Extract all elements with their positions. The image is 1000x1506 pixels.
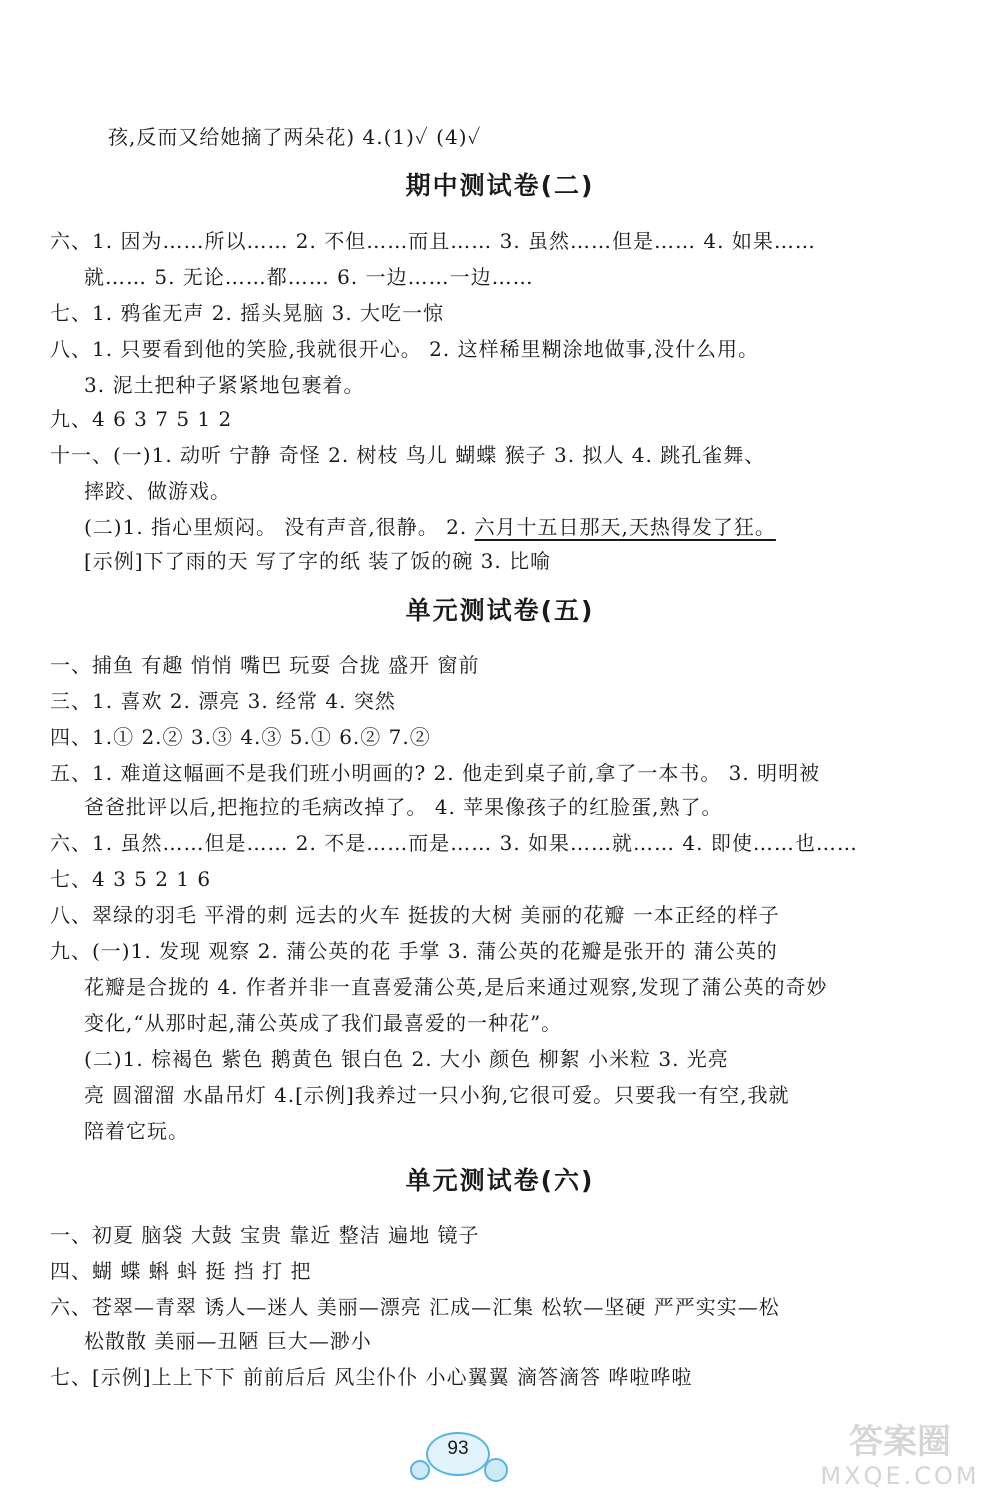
watermark-title: 答案圈	[849, 1422, 951, 1462]
answer-line: 八、翠绿的羽毛 平滑的刺 远去的火车 挺拔的大树 美丽的花瓣 一本正经的样子	[50, 903, 780, 927]
answer-text: (二)1. 指心里烦闷。 没有声音,很静。 2.	[84, 515, 475, 539]
answer-line: 七、1. 鸦雀无声 2. 摇头晃脑 3. 大吃一惊	[50, 301, 445, 325]
answer-line: 六、1. 虽然……但是…… 2. 不是……而是…… 3. 如果……就…… 4. 即使……也……	[50, 831, 858, 855]
answer-line: 三、1. 喜欢 2. 漂亮 3. 经常 4. 突然	[50, 689, 396, 713]
answer-line: [示例]下了雨的天 写了字的纸 装了饭的碗 3. 比喻	[84, 549, 552, 573]
answer-line: 就…… 5. 无论……都…… 6. 一边……一边……	[84, 265, 534, 289]
answer-line: 花瓣是合拢的 4. 作者并非一直喜爱蒲公英,是后来通过观察,发现了蒲公英的奇妙	[84, 975, 828, 999]
answer-line: 六、苍翠—青翠 诱人—迷人 美丽—漂亮 汇成—汇集 松软—坚硬 严严实实—松	[50, 1295, 780, 1319]
page-number: 93	[447, 1438, 469, 1459]
answer-line: 六、1. 因为……所以…… 2. 不但……而且…… 3. 虽然……但是…… 4. 如果……	[50, 229, 816, 253]
answer-line: 亮 圆溜溜 水晶吊灯 4.[示例]我养过一只小狗,它很可爱。只要我一有空,我就	[84, 1083, 790, 1107]
answer-line: 松散散 美丽—丑陋 巨大—渺小	[84, 1329, 372, 1353]
answer-line: 四、蝴 蝶 蝌 蚪 挺 挡 打 把	[50, 1259, 312, 1283]
answer-line: 陪着它玩。	[84, 1119, 189, 1143]
answer-line: 七、[示例]上上下下 前前后后 风尘仆仆 小心翼翼 滴答滴答 哗啦哗啦	[50, 1365, 693, 1389]
page-number-badge	[410, 1432, 506, 1484]
answer-line: 四、1.① 2.② 3.③ 4.③ 5.① 6.② 7.②	[50, 725, 431, 749]
answer-line: 一、初夏 脑袋 大鼓 宝贵 靠近 整洁 遍地 镜子	[50, 1223, 480, 1247]
answer-line	[84, 512, 776, 542]
section-heading-midterm-2: 期中测试卷(二)	[405, 171, 595, 200]
answer-line: 八、1. 只要看到他的笑脸,我就很开心。 2. 这样稀里糊涂地做事,没什么用。	[50, 337, 759, 361]
answer-line: 孩,反而又给她摘了两朵花) 4.(1)✓ (4)✓	[108, 125, 482, 149]
answer-line: (二)1. 棕褐色 紫色 鹅黄色 银白色 2. 大小 颜色 柳絮 小米粒 3. 光亮	[84, 1047, 729, 1071]
bubble-dot-icon	[410, 1460, 430, 1480]
section-heading-unit-5: 单元测试卷(五)	[405, 596, 595, 625]
watermark-url: MXQE.COM	[820, 1462, 980, 1490]
answer-line: 七、4 3 5 2 1 6	[50, 867, 212, 891]
answer-line: 3. 泥土把种子紧紧地包裹着。	[84, 373, 365, 397]
answer-line: 五、1. 难道这幅画不是我们班小明画的? 2. 他走到桌子前,拿了一本书。 3. 明明被	[50, 761, 821, 785]
answer-line: 九、(一)1. 发现 观察 2. 蒲公英的花 手掌 3. 蒲公英的花瓣是张开的 蒲公英的	[50, 939, 778, 963]
section-heading-unit-6: 单元测试卷(六)	[405, 1166, 595, 1195]
answer-line: 一、捕鱼 有趣 悄悄 嘴巴 玩耍 合拢 盛开 窗前	[50, 653, 480, 677]
watermark-logo	[810, 1410, 990, 1502]
answer-line: 摔跤、做游戏。	[84, 479, 231, 503]
answer-line: 爸爸批评以后,把拖拉的毛病改掉了。 4. 苹果像孩子的红脸蛋,熟了。	[84, 795, 723, 819]
answer-line: 九、4 6 3 7 5 1 2	[50, 407, 233, 431]
answer-line: 变化,“从那时起,蒲公英成了我们最喜爱的一种花”。	[84, 1011, 563, 1035]
underlined-answer: 六月十五日那天,天热得发了狂。	[474, 515, 776, 539]
bubble-dot-icon	[484, 1458, 508, 1482]
answer-line: 十一、(一)1. 动听 宁静 奇怪 2. 树枝 鸟儿 蝴蝶 猴子 3. 拟人 4. 跳孔雀舞、	[50, 443, 766, 467]
